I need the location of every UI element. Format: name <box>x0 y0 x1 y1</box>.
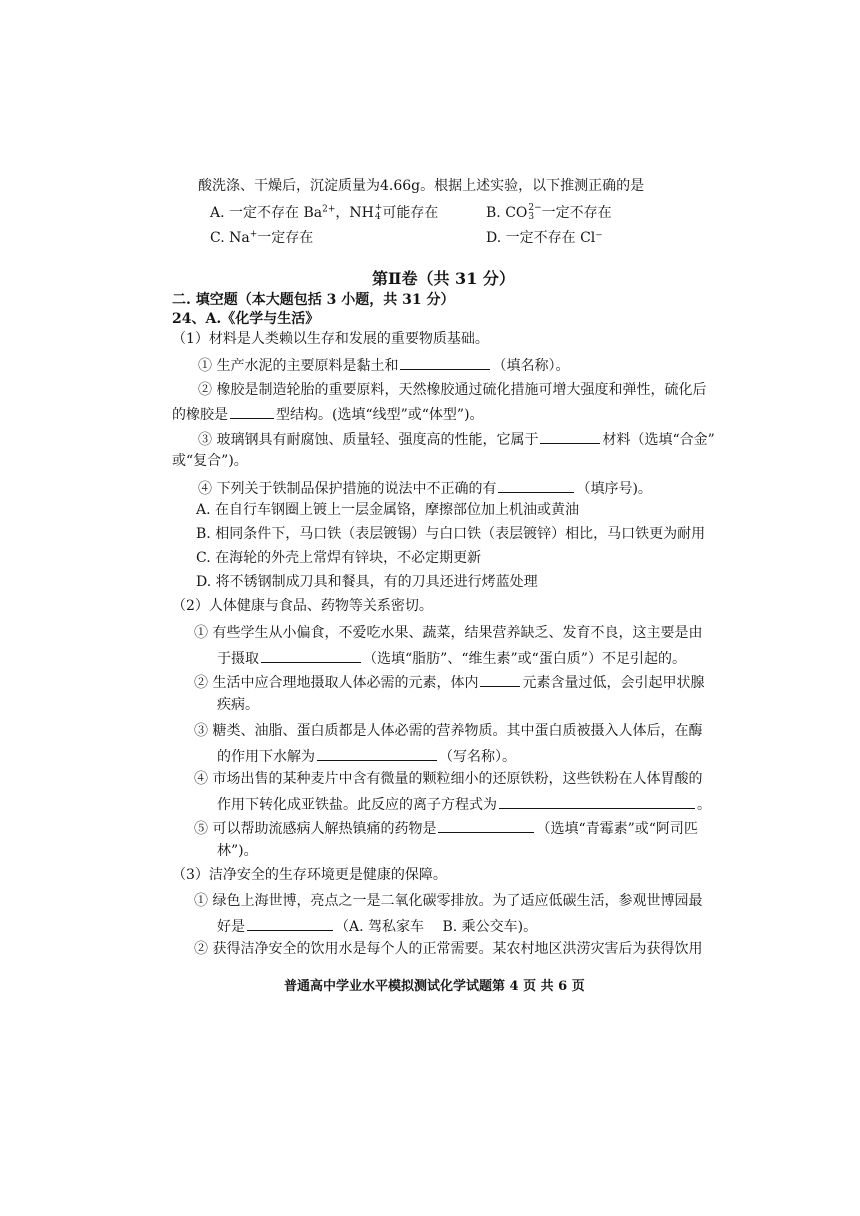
answer-blank[interactable] <box>498 478 574 493</box>
s3-lead: （3）洁净安全的生存环境更是健康的保障。 <box>172 867 447 883</box>
s2-item-3-line2: 的作用下水解为 （写名称）。 <box>217 746 516 766</box>
answer-blank[interactable] <box>480 672 520 687</box>
answer-blank[interactable] <box>499 794 695 809</box>
s2-item-1-line2: 于摄取 （选填“脂肪”、“维生素”或“蛋白质”）不足引起的。 <box>217 648 686 668</box>
intro-option-b: B. CO 2− 3 一定不存在 <box>486 203 612 222</box>
answer-blank[interactable] <box>438 818 534 833</box>
answer-blank[interactable] <box>400 355 490 370</box>
s2-item-4-line2: 作用下转化成亚铁盐。此反应的离子方程式为 。 <box>217 794 711 814</box>
s1-item-3-line1: ③ 玻璃钢具有耐腐蚀、质量轻、强度高的性能，它属于 材料（选填“合金” <box>198 429 715 449</box>
s1-item-2-line1: ② 橡胶是制造轮胎的重要原料，天然橡胶通过硫化措施可增大强度和弹性，硫化后 <box>198 382 707 398</box>
s2-item-3-line1: ③ 糖类、油脂、蛋白质都是人体必需的营养物质。其中蛋白质被摄入人体后，在酶 <box>194 723 703 739</box>
page-footer: 普通高中学业水平模拟测试化学试题第 4 页 共 6 页 <box>284 979 585 994</box>
question-24-heading: 24、A.《化学与生活》 <box>172 311 320 327</box>
answer-blank[interactable] <box>230 404 274 419</box>
intro-option-a: A. 一定不存在 $Ba^{2+}$，NH + 4 可能存在 <box>210 203 439 222</box>
part-heading: 二. 填空题（本大题包括 3 小题，共 31 分） <box>172 292 455 308</box>
s1-item-2-line2: 的橡胶是 型结构。(选填“线型”或“体型”)。 <box>172 404 484 424</box>
s1-lead: （1）材料是人类赖以生存和发展的重要物质基础。 <box>172 331 489 347</box>
s3-item-1-line1: ① 绿色上海世博，亮点之一是二氧化碳零排放。为了适应低碳生活，参观世博园最 <box>194 893 703 909</box>
s1-item-4: ④ 下列关于铁制品保护措施的说法中不正确的有 （填序号)。 <box>198 478 652 498</box>
intro-option-c: C. Na+一定存在 <box>210 229 314 246</box>
s1-option-d: D. 将不锈钢制成刀具和餐具，有的刀具还进行烤蓝处理 <box>196 574 538 590</box>
s2-item-1-line1: ① 有些学生从小偏食，不爱吃水果、蔬菜，结果营养缺乏、发育不良，这主要是由 <box>194 625 703 641</box>
s2-item-2-line1: ② 生活中应合理地摄取人体必需的元素，体内 元素含量过低，会引起甲状腺 <box>194 672 704 692</box>
s2-item-4-line1: ④ 市场出售的某种麦片中含有微量的颗粒细小的还原铁粉，这些铁粉在人体胃酸的 <box>194 771 703 787</box>
s1-item-1: ① 生产水泥的主要原料是黏土和 （填名称）。 <box>198 355 569 375</box>
s2-lead: （2）人体健康与食品、药物等关系密切。 <box>172 598 433 614</box>
s1-item-3-line2: 或“复合”)。 <box>172 453 248 469</box>
s2-item-5-line1: ⑤ 可以帮助流感病人解热镇痛的药物是 （选填“青霉素”或“阿司匹 <box>194 818 698 838</box>
section-title: 第Ⅱ卷（共 31 分） <box>372 269 515 288</box>
answer-blank[interactable] <box>317 746 437 761</box>
answer-blank[interactable] <box>540 429 600 444</box>
s1-option-c: C. 在海轮的外壳上常焊有锌块，不必定期更新 <box>196 550 482 566</box>
s3-item-2-line1: ② 获得洁净安全的饮用水是每个人的正常需要。某农村地区洪涝灾害后为获得饮用 <box>194 941 703 957</box>
intro-option-d: D. 一定不存在 Cl⁻ <box>486 230 603 246</box>
intro-line: 酸洗涤、干燥后，沉淀质量为4.66g。根据上述实验，以下推测正确的是 <box>198 178 645 194</box>
s1-option-b: B. 相同条件下，马口铁（表层镀锡）与白口铁（表层镀锌）相比，马口铁更为耐用 <box>196 526 706 542</box>
answer-blank[interactable] <box>261 648 361 663</box>
s3-item-1-line2: 好是 （A. 驾私家车 B. 乘公交车)。 <box>217 916 537 936</box>
s2-item-2-line2: 疾病。 <box>217 697 259 713</box>
s2-item-5-line2: 林”)。 <box>217 843 258 859</box>
s1-option-a: A. 在自行车钢圈上镀上一层金属铬，摩擦部位加上机油或黄油 <box>196 502 580 518</box>
answer-blank[interactable] <box>247 916 333 931</box>
